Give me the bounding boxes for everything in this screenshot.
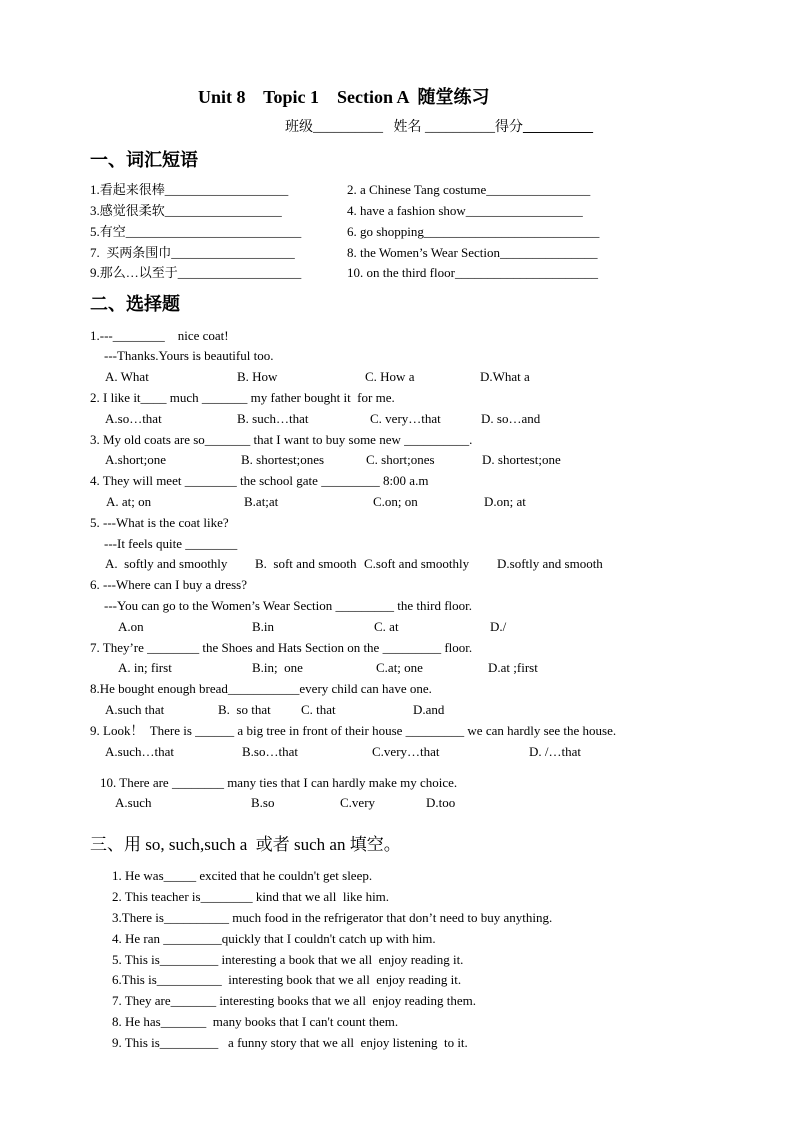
option-d: D. /…that [529,744,581,759]
question-text: ---You can go to the Women’s Wear Section _________ the third floor. [104,598,472,613]
option-d: D./ [490,619,507,634]
section-heading-vocabulary: 一、词汇短语 [90,150,198,170]
score-blank: __________ [523,120,593,135]
fill-in-item: 9. This is_________ a funny story that we all enjoy listening to it. [112,1035,468,1050]
option-d: D.What a [480,369,530,384]
option-d: D.too [426,795,456,810]
option-b: B. shortest;ones [241,452,325,467]
student-info-text: 班级__________ 姓名 __________得分 [285,120,523,135]
student-info-line [285,119,593,137]
vocab-item: 3.感觉很柔软__________________ [90,203,282,218]
vocab-item: 10. on the third floor______________________ [347,265,598,280]
option-c: C.at; one [376,660,423,675]
fill-in-item: 4. He ran _________quickly that I couldn't catch up with him. [112,931,436,946]
question-text: 3. My old coats are so_______ that I want to buy some new __________. [90,432,473,447]
option-a: A.short;one [105,452,167,467]
vocab-item: 1.看起来很棒___________________ [90,182,289,197]
option-c: C.very [340,795,376,810]
option-a: A.on [118,619,144,634]
option-c: C. short;ones [366,452,435,467]
question-text: 6. ---Where can I buy a dress? [90,577,248,592]
vocab-item: 5.有空___________________________ [90,224,302,239]
option-b: B.so [251,795,275,810]
question-text: ---Thanks.Yours is beautiful too. [104,348,274,363]
question-text: 4. They will meet ________ the school gate _________ 8:00 a.m [90,473,429,488]
fill-in-item: 2. This teacher is________ kind that we all like him. [112,889,390,904]
page-title: Unit 8 Topic 1 Section A 随堂练习 [198,87,490,107]
section-heading-multiple-choice: 二、选择题 [90,294,180,314]
option-a: A. in; first [118,660,172,675]
fill-in-item: 1. He was_____ excited that he couldn't get sleep. [112,868,373,883]
question-text: ---It feels quite ________ [104,536,238,551]
fill-in-item: 8. He has_______ many books that I can't count them. [112,1014,399,1029]
question-text: 5. ---What is the coat like? [90,515,229,530]
vocab-item: 2. a Chinese Tang costume________________ [347,182,591,197]
vocab-item: 9.那么…以至于___________________ [90,265,302,280]
option-b: B. such…that [237,411,309,426]
option-c: C.very…that [372,744,440,759]
option-d: D. shortest;one [482,452,561,467]
vocab-item: 6. go shopping___________________________ [347,224,600,239]
question-text: 8.He bought enough bread___________every child can have one. [90,681,432,696]
question-text: 10. There are ________ many ties that I can hardly make my choice. [100,775,458,790]
option-a: A. What [105,369,149,384]
option-b: B. How [237,369,278,384]
option-b: B.in [252,619,275,634]
option-c: C. very…that [370,411,441,426]
fill-in-item: 5. This is_________ interesting a book that we all enjoy reading it. [112,952,464,967]
option-a: A. at; on [106,494,152,509]
option-d: D.softly and smooth [497,556,603,571]
option-d: D.on; at [484,494,526,509]
question-text: 2. I like it____ much _______ my father bought it for me. [90,390,395,405]
option-b: B.in; one [252,660,303,675]
option-b: B.at;at [244,494,279,509]
section-heading-fill-in: 三、用 so, such,such a 或者 such an 填空。 [90,835,401,854]
question-text: 7. They’re ________ the Shoes and Hats Section on the _________ floor. [90,640,473,655]
fill-in-item: 6.This is__________ interesting book that we all enjoy reading it. [112,972,462,987]
option-c: C. How a [365,369,415,384]
option-c: C.on; on [373,494,418,509]
option-c: C. that [301,702,336,717]
option-c: C.soft and smoothly [364,556,470,571]
option-a: A.such that [105,702,165,717]
vocab-item: 7. 买两条围巾___________________ [90,245,295,260]
option-b: B. soft and smooth [255,556,357,571]
option-d: D. so…and [481,411,541,426]
vocab-item: 4. have a fashion show__________________ [347,203,583,218]
option-d: D.at ;first [488,660,538,675]
option-a: A.such…that [105,744,174,759]
option-a: A. softly and smoothly [105,556,228,571]
vocab-item: 8. the Women’s Wear Section_______________ [347,245,598,260]
option-a: A.so…that [105,411,162,426]
option-a: A.such [115,795,152,810]
option-b: B.so…that [242,744,298,759]
option-c: C. at [374,619,399,634]
option-b: B. so that [218,702,271,717]
fill-in-item: 3.There is__________ much food in the refrigerator that don’t need to buy anything. [112,910,553,925]
fill-in-item: 7. They are_______ interesting books that we all enjoy reading them. [112,993,477,1008]
option-d: D.and [413,702,445,717]
question-text: 9. Look！ There is ______ a big tree in front of their house _________ we can hardly see the house. [90,723,617,738]
question-text: 1.---________ nice coat! [90,328,229,343]
